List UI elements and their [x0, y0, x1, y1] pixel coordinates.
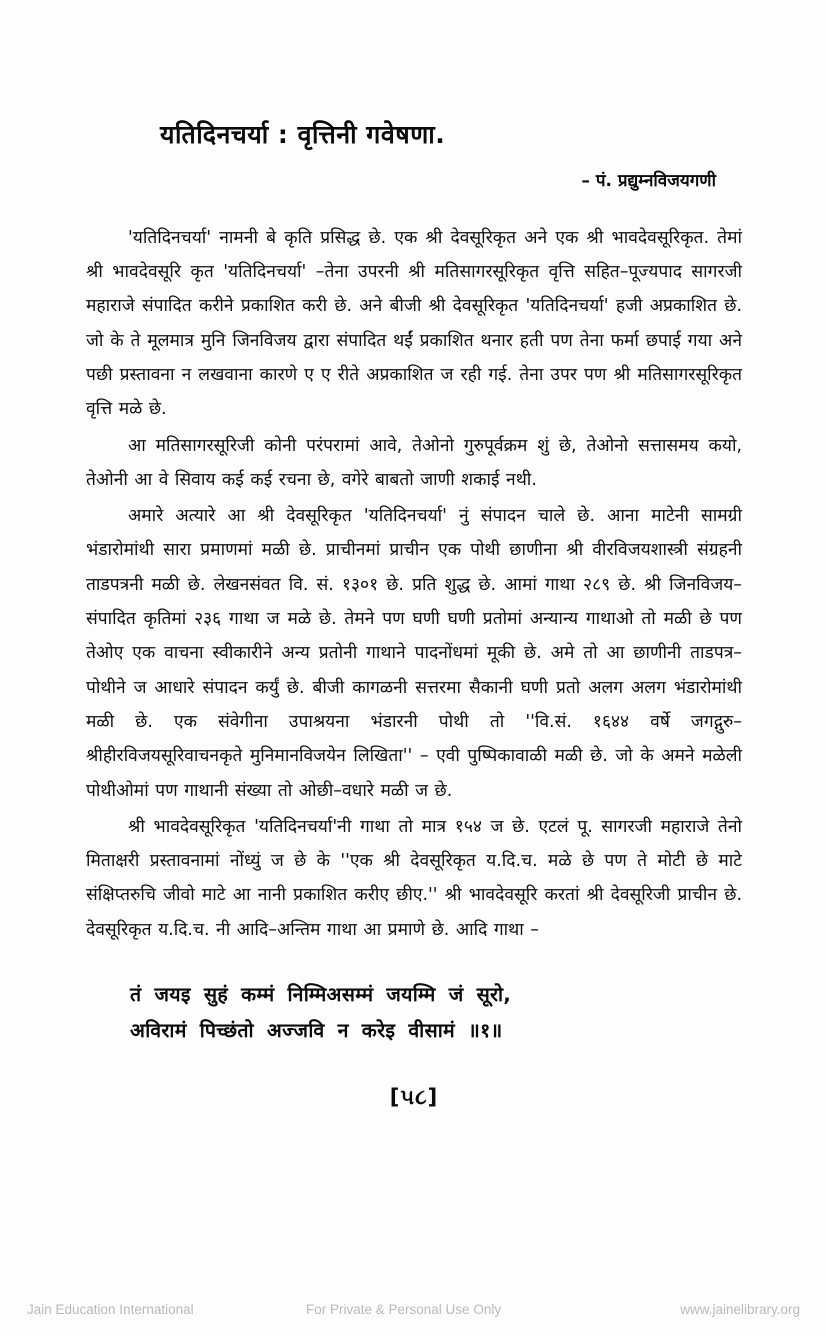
verse-block [86, 977, 742, 1049]
body-paragraph-3: अमारे अत्यारे आ श्री देवसूरिकृत 'यतिदिनचर्या' नुं संपादन चाले छे. आना माटेनी सामग्री भंडारोमांथी सारा प्रमाणमां मळी छे. प्राचीनमां प्राचीन एक पोथी छाणीना श्री वीरविजयशास्त्री संग्रहनी ताडपत्रनी मळी छे. लेखनसंवत वि. सं. १३०१ छे. प्रति शुद्ध छे. आमां गाथा २८९ छे. श्री जिनविजय–संपादित कृतिमां २३६ गाथा ज मळे छे. तेमने पण घणी घणी प्रतोमां अन्यान्य गाथाओ तो मळी छे पण तेओए एक वाचना स्वीकारीने अन्य प्रतोनी गाथाने पादनोंधमां मूकी छे. अमे तो आ छाणीनी ताडपत्र–पोथीने ज आधारे संपादन कर्युं छे. बीजी कागळनी सत्तरमा सैकानी घणी प्रतो अलग अलग भंडारोमांथी मळी छे. एक संवेगीना उपाश्रयना भंडारनी पोथी तो ''वि.सं. १६४४ वर्षे जगद्गुरु– श्रीहीरविजयसूरिवाचनकृते मुनिमानविजयेन लिखिता'' – एवी पुष्पिकावाळी मळी छे. जो के अमने मळेली पोथीओमां पण गाथानी संख्या तो ओछी–वधारे मळी ज छे. [86, 506, 742, 801]
verse-line-2: अविरामं पिच्छंतो अज्जवि न करेइ वीसामं ॥१॥ [130, 1018, 503, 1042]
verse-line-1: तं जयइ सुहं कम्मं निम्मिअसम्मं जयम्मि जं सूरो, [130, 982, 512, 1006]
page-title: यतिदिनचर्या : वृत्तिनी गवेषणा. [160, 120, 446, 149]
page-content [86, 118, 742, 1110]
author-byline: – पं. प्रद्युम्नविजयगणी [581, 170, 716, 191]
body-paragraph-1: 'यतिदिनचर्या' नामनी बे कृति प्रसिद्ध छे. एक श्री देवसूरिकृत अने एक श्री भावदेवसूरिकृत. तेमां श्री भावदेवसूरि कृत 'यतिदिनचर्या' –तेना उपरनी श्री मतिसागरसूरिकृत वृत्ति सहित–पूज्यपाद सागरजी महाराजे संपादित करीने प्रकाशित करी छे. अने बीजी श्री देवसूरिकृत 'यतिदिनचर्या' हजी अप्रकाशित छे. जो के ते मूलमात्र मुनि जिनविजय द्वारा संपादित थईं प्रकाशित थनार हती पण तेना फर्मा छपाई गया अने पछी प्रस्तावना न लखवाना कारणे ए ए रीते अप्रकाशित ज रही गई. तेना उपर पण श्री मतिसागरसूरिकृत वृत्ति मळे छे. [86, 227, 742, 420]
body-paragraph-2: आ मतिसागरसूरिजी कोनी परंपरामां आवे, तेओनो गुरुपूर्वक्रम शुं छे, तेओनो सत्तासमय कयो, तेओनी आ वे सिवाय कई कई रचना छे, वगेरे बाबतो जाणी शकाई नथी. [86, 435, 742, 490]
footer-usage-notice: For Private & Personal Use Only [306, 1301, 502, 1317]
footer-organization: Jain Education International [27, 1301, 194, 1317]
title-block [86, 118, 742, 191]
footer-website-link[interactable]: www.jainelibrary.org [680, 1301, 800, 1317]
page-footer [0, 1296, 828, 1322]
body-paragraph-4: श्री भावदेवसूरिकृत 'यतिदिनचर्या'नी गाथा तो मात्र १५४ ज छे. एटलं पू. सागरजी महाराजे तेनो मिताक्षरी प्रस्तावनामां नोंध्युं ज छे के ''एक श्री देवसूरिकृत य.दि.च. मळे छे पण ते मोटी छे माटे संक्षिप्तरुचि जीवो माटे आ नानी प्रकाशित करीए छीए.'' श्री भावदेवसूरि करतां श्री देवसूरिजी प्राचीन छे. देवसूरिकृत य.दि.च. नी आदि–अन्तिम गाथा आ प्रमाणे छे. आदि गाथा – [86, 816, 742, 940]
page-number: [૫૮] [389, 1084, 439, 1109]
